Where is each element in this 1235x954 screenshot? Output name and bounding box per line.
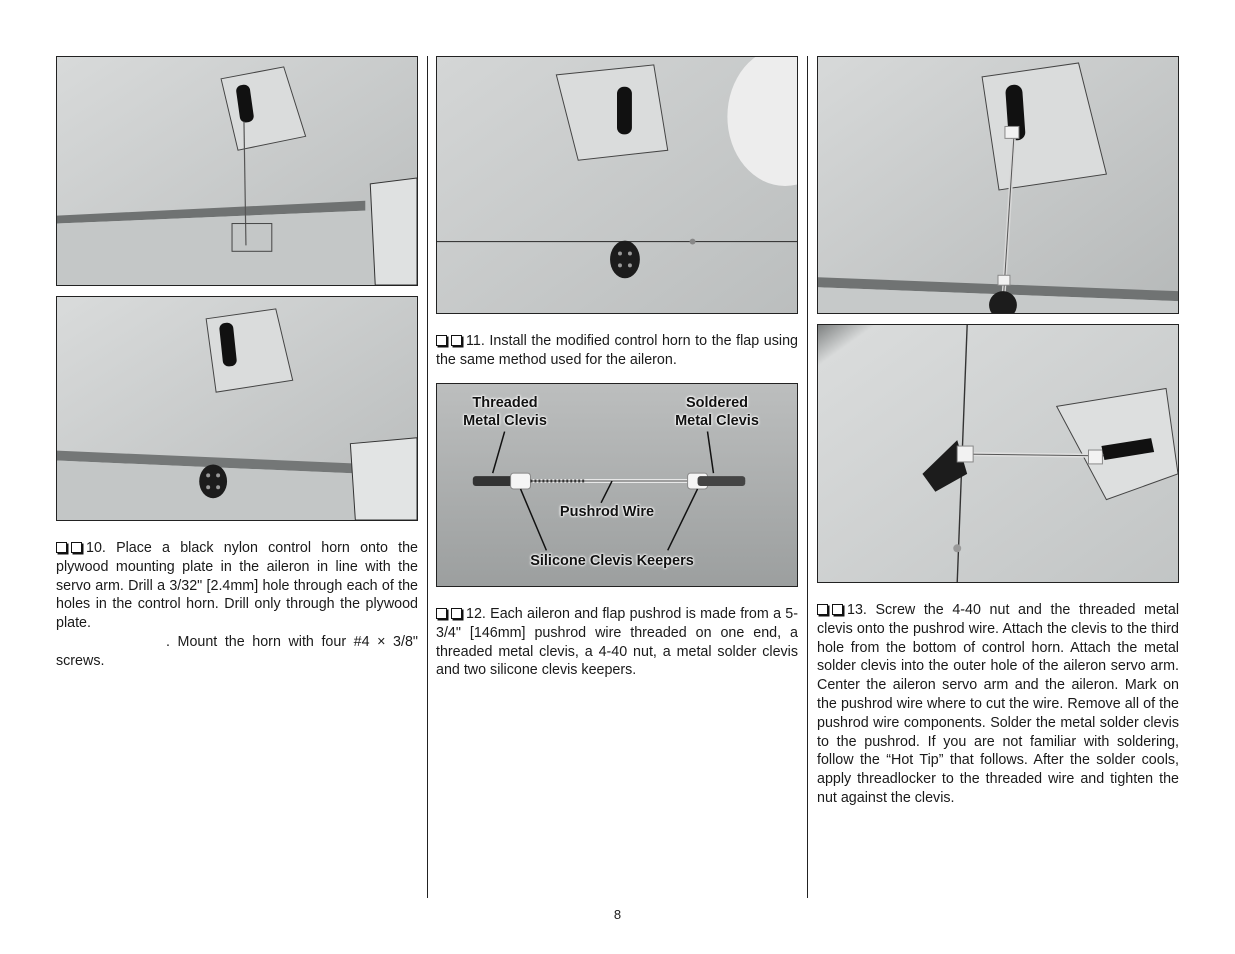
- callout-threaded-line1: Threaded: [472, 395, 538, 411]
- checkbox-right-wing[interactable]: [832, 604, 843, 615]
- step-10-number: 10.: [86, 540, 106, 556]
- callout-threaded-metal-clevis: [447, 394, 563, 430]
- callout-soldered-metal-clevis: [659, 394, 775, 430]
- callout-pushrod-wire: Pushrod Wire: [559, 504, 655, 520]
- photo-pushrod-connected-to-servo: [817, 56, 1179, 314]
- step-13-number: 13.: [847, 602, 867, 618]
- callout-soldered-line2: Metal Clevis: [675, 413, 759, 429]
- step-12-body: Each aileron and flap pushrod is made from a 5-3/4" [146mm] pushrod wire threaded on one end, a threaded metal clevis, a 4-40 nut, a metal solder clevis and two silicone clevis keepers.: [436, 606, 798, 679]
- callout-soldered-line1: Soldered: [685, 395, 749, 411]
- column-divider-left: [427, 56, 428, 898]
- step-13-body: Screw the 4-40 nut and the threaded metal clevis onto the pushrod wire. Attach the clevis to the third hole from the bottom of control horn. Attach the metal solder clevis into the outer hole of the aileron servo arm. Center the aileron servo arm and the aileron. Mark on the pushrod wire where to cut the wire. Remove all of the pushrod wire components. Solder the metal solder clevis to the pushrod. If you are not familiar with soldering, follow the “Hot Tip” that follows. After the solder cools, apply threadlocker to the threaded wire and tighten the nut against the clevis.: [817, 602, 1179, 806]
- step-12-text: [436, 605, 798, 680]
- photo-aileron-horn-position: [56, 56, 418, 286]
- photo-pushrod-components: [436, 383, 798, 587]
- step-11-number: 11.: [466, 333, 485, 349]
- callout-silicone-clevis-keepers: Silicone Clevis Keepers: [530, 553, 694, 569]
- checkbox-left-wing[interactable]: [436, 608, 447, 619]
- step-10-body-continued: . Mount the horn with four #4 × 3/8" screws.: [56, 633, 418, 669]
- checkbox-right-wing[interactable]: [451, 335, 462, 346]
- checkbox-right-wing[interactable]: [451, 608, 462, 619]
- checkbox-left-wing[interactable]: [817, 604, 828, 615]
- checkbox-right-wing[interactable]: [71, 542, 82, 553]
- column-divider-right: [807, 56, 808, 898]
- step-12-number: 12.: [466, 606, 486, 622]
- step-13-text: [817, 601, 1179, 808]
- photo-completed-linkage: [817, 324, 1179, 583]
- checkbox-left-wing[interactable]: [436, 335, 447, 346]
- photo-flap-horn-installed: [436, 56, 798, 314]
- page-number: 8: [613, 907, 622, 922]
- step-11-text: [436, 332, 798, 370]
- step-11-body: Install the modified control horn to the flap using the same method used for the aileron.: [436, 333, 798, 368]
- step-10-text: [56, 539, 418, 671]
- photo-aileron-horn-installed: [56, 296, 418, 521]
- callout-threaded-line2: Metal Clevis: [463, 413, 547, 429]
- checkbox-left-wing[interactable]: [56, 542, 67, 553]
- step-10-body: Place a black nylon control horn onto the plywood mounting plate in the aileron in line with the servo arm. Drill a 3/32" [2.4mm] hole through each of the holes in the control horn. Drill only through the plywood plate.: [56, 540, 418, 632]
